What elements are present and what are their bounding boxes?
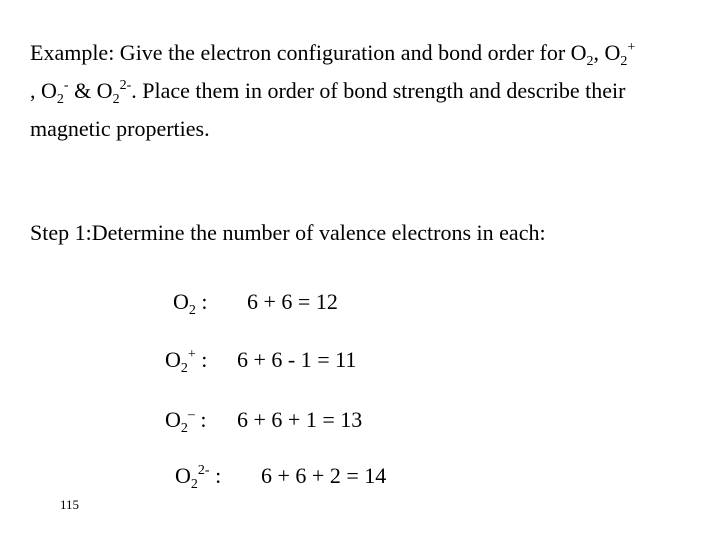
subscript: 2 <box>112 92 120 107</box>
species-row <box>173 288 338 318</box>
subscript: 2 <box>620 54 628 69</box>
subscript: 2 <box>586 54 594 69</box>
electron-count-equation: 6 + 6 + 2 = 14 <box>261 463 387 488</box>
species-row <box>175 462 387 492</box>
question-text: , O <box>30 78 57 103</box>
subscript: 2 <box>56 92 64 107</box>
question-line-3: magnetic properties. <box>30 116 210 141</box>
electron-count-equation: 6 + 6 = 12 <box>247 289 338 314</box>
question-text: & O <box>68 78 113 103</box>
species-formula: $O_2^+$ : <box>165 347 208 376</box>
species-formula: $O_2^{2-}$ : <box>175 463 222 492</box>
question-line-1 <box>30 34 702 72</box>
question-text: Example: Give the electron configuration and bond order for O <box>30 40 587 65</box>
step-1-heading: Step 1:Determine the number of valence electrons in each: <box>30 220 546 245</box>
question-text: . Place them in order of bond strength and describe their <box>131 78 626 103</box>
superscript-charge: 2- <box>119 78 132 93</box>
species-formula: $O_2$ : <box>173 289 208 318</box>
question-text: , O <box>593 40 621 65</box>
species-row <box>165 346 357 376</box>
superscript-charge: - <box>63 78 69 93</box>
example-question <box>30 34 702 148</box>
species-row <box>165 406 363 436</box>
electron-count-equation: 6 + 6 + 1 = 13 <box>237 407 363 432</box>
question-line-2 <box>30 72 702 110</box>
species-formula: $O_2^-$ : <box>165 407 207 436</box>
slide-number: 115 <box>60 497 80 512</box>
electron-count-equation: 6 + 6 - 1 = 11 <box>237 347 357 372</box>
superscript-charge: + <box>627 40 636 55</box>
